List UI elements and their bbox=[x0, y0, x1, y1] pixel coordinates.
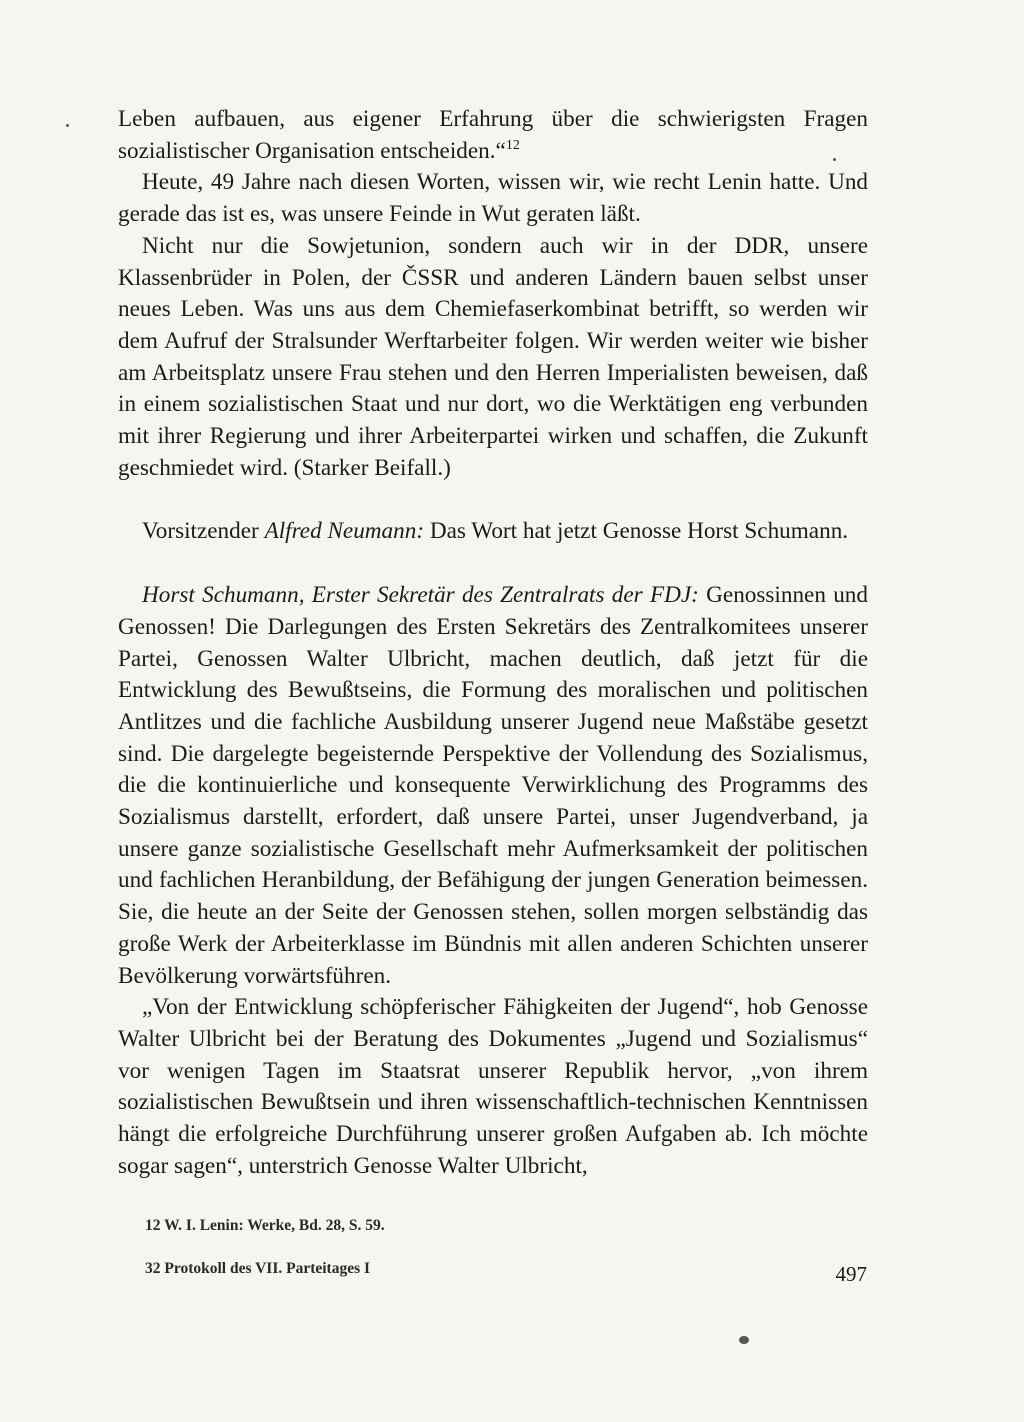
paragraph-gap bbox=[118, 548, 868, 580]
footnote-reference: 12 bbox=[505, 137, 520, 153]
paragraph-text: Leben aufbauen, aus eigener Erfahrung über die schwierigsten Fragen sozialistischer Organisation entscheiden.“ bbox=[118, 106, 868, 164]
paragraph bbox=[118, 992, 868, 1182]
page-footer bbox=[145, 1254, 867, 1286]
scan-speck bbox=[66, 124, 69, 127]
page-number: 497 bbox=[835, 1262, 867, 1286]
speaker-role: Vorsitzender bbox=[142, 518, 265, 545]
paragraph-gap bbox=[118, 484, 868, 516]
chair-announcement bbox=[118, 516, 868, 548]
paragraph-text: Das Wort hat jetzt Genosse Horst Schumann. bbox=[424, 518, 849, 545]
paragraph-text: Genossinnen und Genossen! Die Darlegungen des Ersten Sekretärs des Zentralkomitees unserer Partei, Genossen Walter Ulbricht, machen deutlich, daß jetzt für die Entwicklung des Bewußtseins, die Formung des moralischen und politischen Antlitzes und die fachliche Ausbildung unserer Jugend neue Maßstäbe gesetzt sind. Die dargelegte begeisternde Perspektive der Vollendung des Sozialismus, die die kontinuierliche und konsequente Verwirklichung des Programms des Sozialismus darstellt, erfordert, daß unsere Partei, unser Jugendverband, ja unsere ganze sozialistische Gesellschaft mehr Aufmerksamkeit der politischen und fachlichen Heranbildung, der Befähigung der jungen Generation beimessen. Sie, die heute an der Seite der Genossen stehen, sollen morgen selbständig das große Werk der Arbeiterklasse im Bündnis mit allen anderen Schichten unserer Bevölkerung vorwärtsführen. bbox=[118, 582, 868, 989]
paragraph-text: Nicht nur die Sowjetunion, sondern auch wir in der DDR, unsere Klassenbrüder in Polen, der ČSSR und anderen Ländern bauen selbst unser neues Leben. Was uns aus dem Chemiefaserkombinat betrifft, so werden wir dem Aufruf der Stralsunder Werftarbeiter folgen. Wir werden weiter wie bisher am Arbeitsplatz unsere Frau stehen und den Herren Imperialisten beweisen, daß in einem sozialistischen Staat und nur dort, wo die Werktätigen eng verbunden mit ihrer Regierung und ihrer Arbeiterpartei wirken und schaffen, die Zukunft geschmiedet wird. (Starker Beifall.) bbox=[118, 232, 868, 481]
paragraph-text: Heute, 49 Jahre nach diesen Worten, wissen wir, wie recht Lenin hatte. Und gerade das ist es, was unsere Feinde in Wut geraten läßt. bbox=[118, 169, 868, 228]
speech-paragraph bbox=[118, 580, 868, 992]
scan-speck bbox=[739, 1336, 749, 1344]
speaker-name: Alfred Neumann: bbox=[264, 518, 425, 545]
footnote: 12 W. I. Lenin: Werke, Bd. 28, S. 59. bbox=[145, 1217, 385, 1234]
paragraph bbox=[118, 167, 868, 230]
scan-speck bbox=[833, 158, 836, 161]
paragraph bbox=[118, 231, 868, 485]
paragraph-continuation bbox=[118, 104, 868, 167]
text-column bbox=[118, 104, 868, 1183]
paragraph-text: „Von der Entwicklung schöpferischer Fähigkeiten der Jugend“, hob Genosse Walter Ulbricht bei der Beratung des Dokumentes „Jugend und Sozialismus“ vor wenigen Tagen im Staatsrat unserer Republik hervor, „von ihrem sozialistischen Bewußtsein und ihren wissenschaftlich-technischen Kenntnissen hängt die erfolgreiche Durchführung unserer großen Aufgaben ab. Ich möchte sogar sagen“, unterstrich Genosse Walter Ulbricht, bbox=[118, 994, 868, 1179]
signature-mark: 32 Protokoll des VII. Parteitages I bbox=[145, 1260, 371, 1277]
speaker-name: Horst Schumann, Erster Sekretär des Zentralrats der FDJ: bbox=[142, 582, 699, 609]
